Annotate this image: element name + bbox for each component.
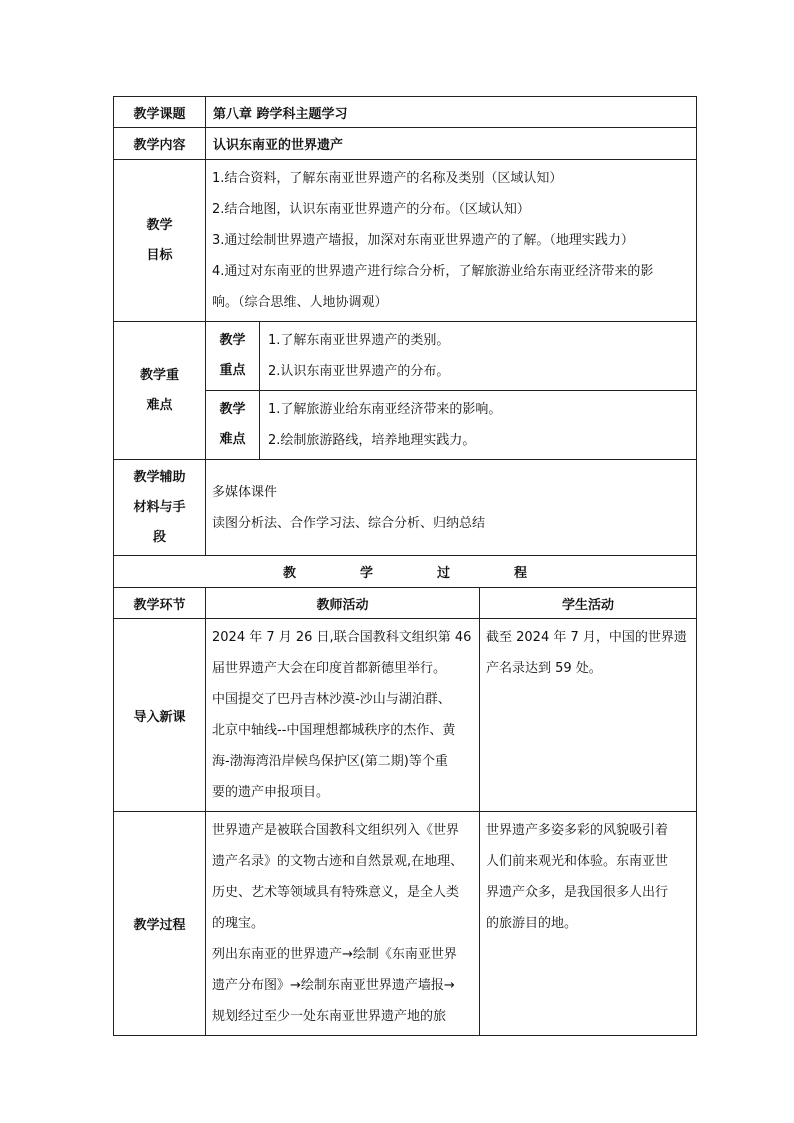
student-activity-cell <box>480 619 697 812</box>
aids-list <box>206 460 697 556</box>
process-header-row <box>114 556 697 588</box>
teacher-activity-line: 列出东南亚的世界遗产→绘制《东南亚世界 <box>212 947 457 962</box>
goals-label <box>114 160 206 322</box>
column-header-teacher: 教师活动 <box>206 588 480 619</box>
difficult-points-list <box>260 391 697 460</box>
process-header-char: 过 <box>437 566 451 581</box>
topic-label: 教学课题 <box>114 97 206 128</box>
process-header-char: 教 <box>282 566 296 581</box>
topic-value: 第八章 跨学科主题学习 <box>206 97 697 128</box>
key-points-row <box>114 322 697 391</box>
key-point-item: 2.认识东南亚世界遗产的分布。 <box>268 364 450 379</box>
difficult-points-label-line2: 难点 <box>219 432 246 447</box>
goal-item: 响。（综合思维、人地协调观） <box>212 295 388 310</box>
teacher-activity-line: 遗产分布图》→绘制东南亚世界遗产墙报→ <box>212 978 455 993</box>
key-difficult-label <box>114 322 206 460</box>
student-activity-line: 世界遗产多姿多彩的风貌吸引着 <box>486 823 669 838</box>
student-activity-line: 的旅游目的地。 <box>486 916 578 931</box>
content-label: 教学内容 <box>114 128 206 160</box>
key-difficult-label-line2: 难点 <box>146 397 173 413</box>
teacher-activity-line: 的瑰宝。 <box>212 916 265 931</box>
process-header-char: 程 <box>514 566 528 581</box>
key-points-label-line1: 教学 <box>219 333 246 348</box>
topic-row <box>114 97 697 128</box>
key-difficult-label-line1: 教学重 <box>139 367 179 383</box>
stage-cell: 导入新课 <box>114 619 206 812</box>
teacher-activity-line: 遗产名录》的文物古迹和自然景观,在地理、 <box>212 854 464 869</box>
goals-list <box>206 160 697 322</box>
goals-row <box>114 160 697 322</box>
difficult-points-label <box>206 391 260 460</box>
aids-label-line1: 教学辅助 <box>133 469 186 485</box>
teacher-activity-line: 要的遗产申报项目。 <box>212 785 330 800</box>
column-header-student: 学生活动 <box>480 588 697 619</box>
teacher-activity-line: 规划经过至少一处东南亚世界遗产地的旅 <box>212 1009 447 1024</box>
student-activity-line: 人们前来观光和体验。东南亚世 <box>486 854 669 869</box>
aid-item: 多媒体课件 <box>212 484 278 500</box>
aid-item: 读图分析法、合作学习法、综合分析、归纳总结 <box>212 515 486 531</box>
aids-label-line3: 段 <box>152 529 166 545</box>
teacher-activity-line: 海-渤海湾沿岸候鸟保护区(第二期)等个重 <box>212 754 448 769</box>
key-points-list <box>260 322 697 391</box>
column-header-row <box>114 588 697 619</box>
student-activity-line: 产名录达到 59 处。 <box>486 661 602 676</box>
goal-item: 2.结合地图，认识东南亚世界遗产的分布。（区域认知） <box>212 202 530 217</box>
table-row <box>114 619 697 812</box>
teacher-activity-line: 中国提交了巴丹吉林沙漠-沙山与湖泊群、 <box>212 692 451 707</box>
key-point-item: 1.了解东南亚世界遗产的类别。 <box>268 333 450 348</box>
goals-label-line1: 教学 <box>146 217 173 233</box>
key-points-label <box>206 322 260 391</box>
column-header-stage: 教学环节 <box>114 588 206 619</box>
aids-label <box>114 460 206 556</box>
goal-item: 1.结合资料，了解东南亚世界遗产的名称及类别（区域认知） <box>212 171 563 186</box>
teacher-activity-line: 届世界遗产大会在印度首都新德里举行。 <box>212 661 447 676</box>
aids-row <box>114 460 697 556</box>
difficult-point-item: 2.绘制旅游路线，培养地理实践力。 <box>268 433 476 448</box>
stage-cell: 教学过程 <box>114 812 206 1036</box>
aids-label-line2: 材料与手 <box>133 499 186 515</box>
student-activity-line: 截至 2024 年 7 月，中国的世界遗 <box>486 630 687 645</box>
teacher-activity-line: 北京中轴线--中国理想都城秩序的杰作、黄 <box>212 723 456 738</box>
teacher-activity-cell <box>206 619 480 812</box>
teacher-activity-line: 历史、艺术等领域具有特殊意义，是全人类 <box>212 885 460 900</box>
teacher-activity-line: 世界遗产是被联合国教科文组织列入《世界 <box>212 823 460 838</box>
content-value: 认识东南亚的世界遗产 <box>206 128 697 160</box>
table-row <box>114 812 697 1036</box>
student-activity-cell <box>480 812 697 1036</box>
student-activity-line: 界遗产众多，是我国很多人出行 <box>486 885 669 900</box>
goals-label-line2: 目标 <box>146 247 173 263</box>
process-header-char: 学 <box>360 566 374 581</box>
goal-item: 3.通过绘制世界遗产墙报，加深对东南亚世界遗产的了解。（地理实践力） <box>212 233 634 248</box>
teacher-activity-cell <box>206 812 480 1036</box>
teacher-activity-line: 2024 年 7 月 26 日,联合国教科文组织第 46 <box>212 630 472 645</box>
key-points-label-line2: 重点 <box>219 363 246 378</box>
lesson-plan-table <box>113 96 697 1036</box>
content-row <box>114 128 697 160</box>
difficult-point-item: 1.了解旅游业给东南亚经济带来的影响。 <box>268 402 502 417</box>
goal-item: 4.通过对东南亚的世界遗产进行综合分析，了解旅游业给东南亚经济带来的影 <box>212 264 654 279</box>
process-header <box>114 556 697 588</box>
difficult-points-label-line1: 教学 <box>219 402 246 417</box>
